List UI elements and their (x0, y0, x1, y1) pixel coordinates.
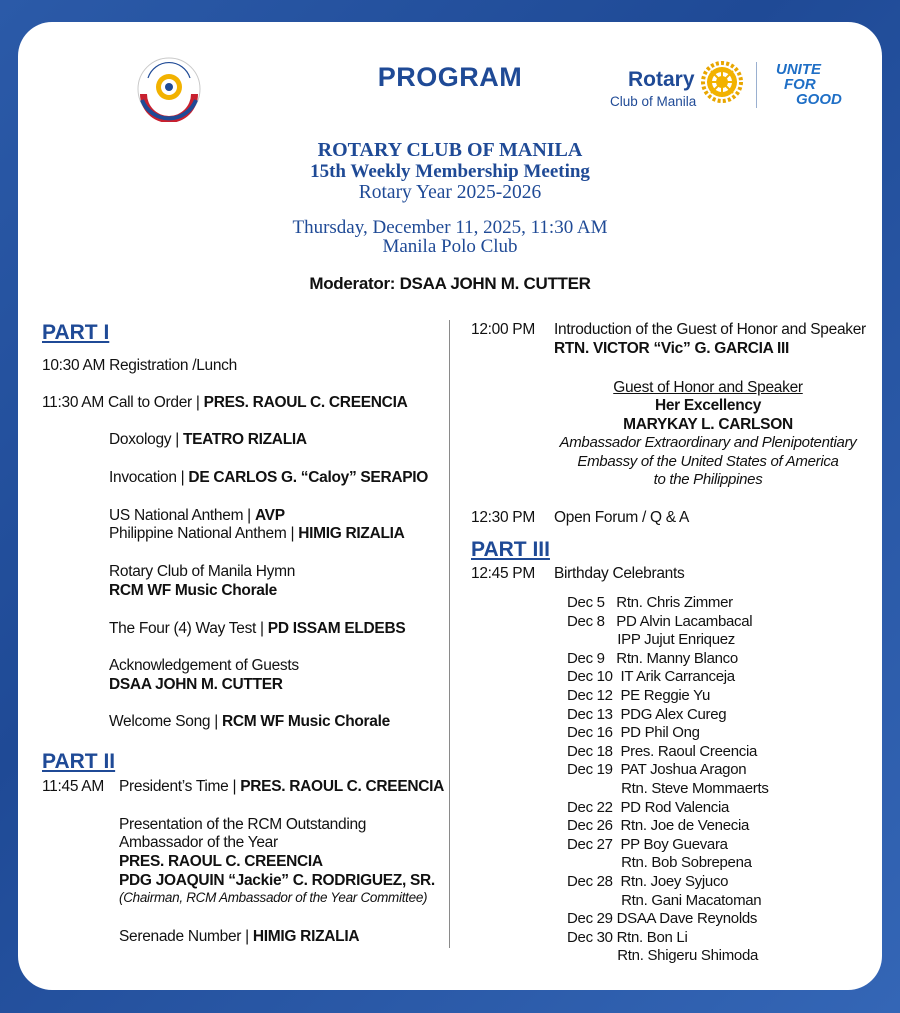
birthday-row: Dec 12 PE Reggie Yu (567, 686, 710, 704)
birthday-row: Dec 29 DSAA Dave Reynolds (567, 910, 758, 928)
club-name: ROTARY CLUB OF MANILA (317, 139, 583, 161)
birthday-row: Dec 26 Rtn. Joe de Venecia (567, 817, 750, 835)
unite-for-good-logo: UNITE FOR GOOD (776, 61, 842, 108)
ph-anthem-item: Philippine National Anthem | HIMIG RIZALIA (109, 525, 405, 542)
presentation-line-2: Ambassador of the Year (119, 834, 278, 851)
birthday-row: Dec 28 Rtn. Joey Syjuco (567, 872, 729, 890)
rotary-year: Rotary Year 2025-2026 (358, 182, 542, 203)
birthday-row: Dec 22 PD Rod Valencia (567, 798, 730, 816)
goh-name: MARYKAY L. CARLSON (623, 415, 793, 433)
presidents-time-item: President’s Time | PRES. RAOUL C. CREENCIA (119, 778, 445, 795)
intro-time: 12:00 PM (471, 321, 535, 338)
forum-time: 12:30 PM (471, 509, 535, 526)
column-divider (449, 320, 450, 948)
program-card (18, 22, 882, 990)
birthday-row: Rtn. Steve Mommaerts (567, 779, 769, 797)
goh-label: Guest of Honor and Speaker (613, 379, 803, 396)
us-anthem-item: US National Anthem | AVP (109, 507, 285, 524)
call-to-order-item: 11:30 AM Call to Order | PRES. RAOUL C. CREENCIA (42, 394, 408, 411)
birthday-row: Dec 27 PP Boy Guevara (567, 835, 728, 853)
presenter-2: PDG JOAQUIN “Jackie” C. RODRIGUEZ, SR. (119, 872, 435, 889)
birthday-time: 12:45 PM (471, 565, 535, 582)
birthday-row: IPP Jujut Enriquez (567, 631, 736, 649)
serenade-item: Serenade Number | HIMIG RIZALIA (119, 928, 360, 945)
birthday-row: Dec 18 Pres. Raoul Creencia (567, 742, 758, 760)
birthday-row: Dec 10 IT Arik Carranceja (567, 668, 735, 686)
four-way-test-item: The Four (4) Way Test | PD ISSAM ELDEBS (109, 620, 406, 637)
birthday-label: Birthday Celebrants (554, 565, 685, 582)
event-venue: Manila Polo Club (382, 236, 518, 257)
doxology-item: Doxology | TEATRO RIZALIA (109, 431, 307, 448)
birthday-row: Rtn. Shigeru Shimoda (567, 947, 759, 965)
presenter-2-role: (Chairman, RCM Ambassador of the Year Committee) (119, 890, 428, 905)
acknowledgement-item: Acknowledgement of Guests (109, 657, 299, 674)
part-2-heading: PART II (42, 750, 116, 773)
birthday-row: Dec 8 PD Alvin Lacambacal (567, 612, 753, 630)
hymn-performer: RCM WF Music Chorale (109, 582, 277, 599)
acknowledgement-by: DSAA JOHN M. CUTTER (109, 676, 283, 693)
birthday-row: Dec 19 PAT Joshua Aragon (567, 761, 747, 779)
presentation-line-1: Presentation of the RCM Outstanding (119, 816, 367, 833)
goh-role-2: Embassy of the United States of America (577, 452, 839, 470)
birthday-row: Dec 5 Rtn. Chris Zimmer (567, 594, 733, 611)
forum-item: Open Forum / Q & A (554, 509, 690, 526)
birthday-row: Dec 13 PDG Alex Cureg (567, 705, 727, 723)
hymn-item: Rotary Club of Manila Hymn (109, 563, 296, 580)
registration-item: 10:30 AM Registration /Lunch (42, 357, 237, 374)
rotary-wordmark: Rotary (628, 68, 695, 91)
invocation-item: Invocation | DE CARLOS G. “Caloy” SERAPIO (109, 469, 429, 486)
birthday-list (567, 594, 769, 966)
birthday-row: Rtn. Bob Sobrepena (567, 854, 752, 872)
birthday-row: Rtn. Gani Macatoman (567, 891, 762, 909)
goh-role-1: Ambassador Extraordinary and Plenipotentiary (559, 434, 857, 451)
event-datetime: Thursday, December 11, 2025, 11:30 AM (292, 217, 608, 238)
part-2-time: 11:45 AM (42, 778, 104, 795)
guest-of-honor-block (558, 378, 858, 490)
birthday-row: Dec 9 Rtn. Manny Blanco (567, 649, 738, 667)
program-title: PROGRAM (377, 62, 523, 92)
intro-by: RTN. VICTOR “Vic” G. GARCIA III (554, 340, 789, 357)
logo-divider (756, 62, 757, 108)
presenter-1: PRES. RAOUL C. CREENCIA (119, 853, 323, 870)
meeting-name: 15th Weekly Membership Meeting (310, 161, 590, 182)
part-1-heading: PART I (42, 321, 110, 344)
part-3-heading: PART III (471, 538, 550, 561)
rotary-wheel-icon (700, 60, 744, 104)
goh-role-3: to the Philippines (653, 471, 763, 488)
intro-item: Introduction of the Guest of Honor and Speaker (554, 321, 866, 338)
club-of-manila-wordmark: Club of Manila (610, 94, 697, 109)
moderator-line: Moderator: DSAA JOHN M. CUTTER (309, 274, 591, 293)
goh-title: Her Excellency (654, 397, 762, 414)
birthday-row: Dec 16 PD Phil Ong (567, 724, 700, 742)
welcome-song-item: Welcome Song | RCM WF Music Chorale (109, 713, 390, 730)
birthday-row: Dec 30 Rtn. Bon Li (567, 928, 688, 946)
